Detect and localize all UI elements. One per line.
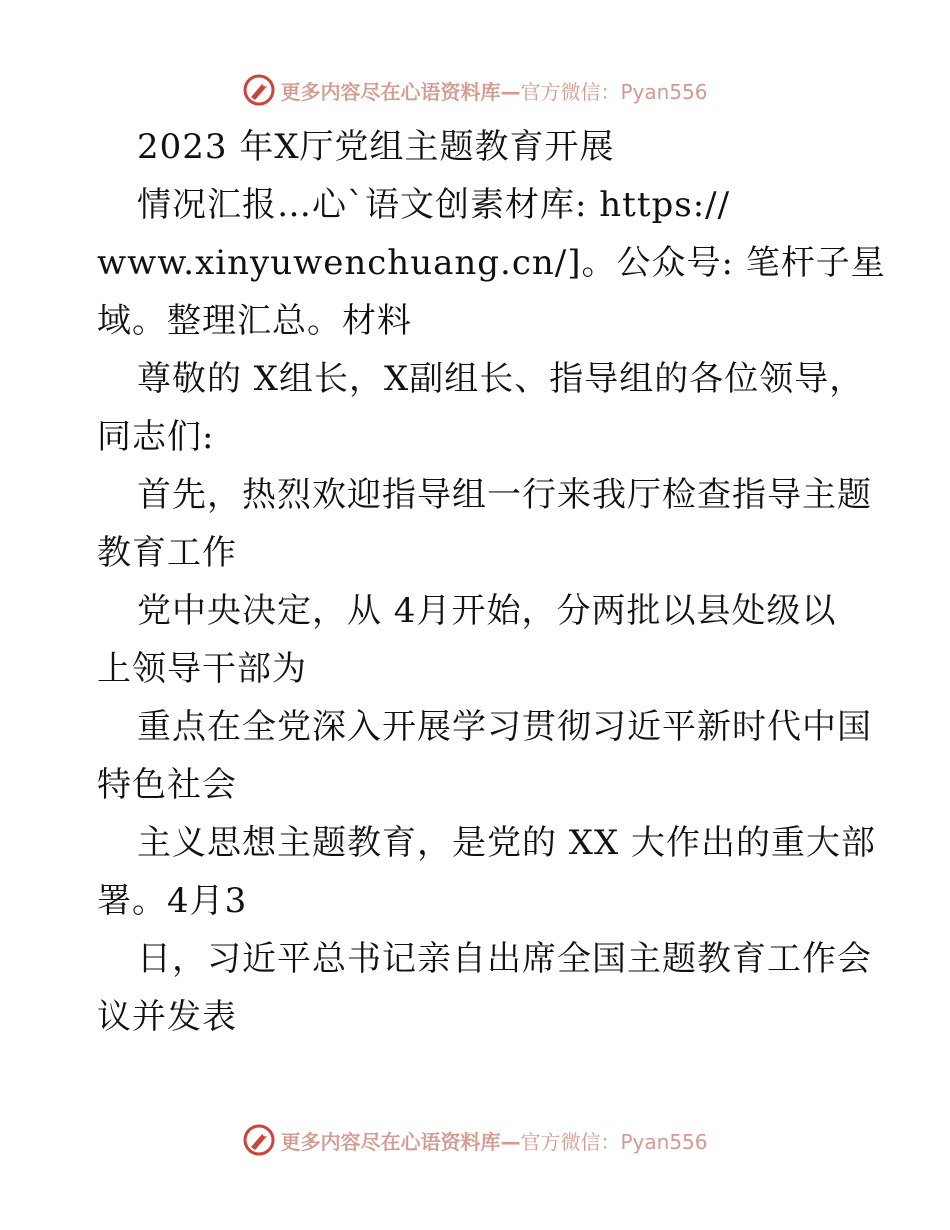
pen-circle-logo-icon bbox=[242, 1123, 276, 1157]
paragraph-2-line-1: 党中央决定，从 4月开始，分两批以县处级以 bbox=[137, 591, 837, 631]
title-line-4: 域。整理汇总。材料 bbox=[97, 301, 412, 341]
pen-circle-logo-icon bbox=[242, 73, 276, 107]
header-wechat-label: 官方微信： bbox=[520, 79, 621, 104]
paragraph-1-line-2: 教育工作 bbox=[97, 533, 237, 573]
header-watermark-banner bbox=[0, 70, 950, 110]
header-banner-content bbox=[242, 73, 707, 107]
document-body bbox=[97, 118, 886, 1046]
footer-banner-text bbox=[280, 1126, 707, 1155]
footer-watermark-banner bbox=[0, 1120, 950, 1160]
footer-wechat-id: Pyan556 bbox=[620, 1129, 708, 1154]
paragraph-5-line-1: 日，习近平总书记亲自出席全国主题教育工作会 bbox=[137, 939, 872, 979]
title-line-3: www.xinyuwenchuang.cn/]。公众号: 笔杆子星 bbox=[97, 243, 886, 283]
paragraph-5-line-2: 议并发表 bbox=[97, 997, 237, 1037]
header-banner-text bbox=[280, 76, 707, 105]
footer-banner-content bbox=[242, 1123, 707, 1157]
footer-wechat-label: 官方微信： bbox=[520, 1129, 621, 1154]
salutation-line-2: 同志们: bbox=[97, 417, 215, 457]
header-site-text: 更多内容尽在心语资料库— bbox=[280, 79, 521, 104]
paragraph-4-line-1: 主义思想主题教育，是党的 XX 大作出的重大部 bbox=[137, 823, 877, 863]
paragraph-2-line-2: 上领导干部为 bbox=[97, 649, 307, 689]
title-line-2: 情况汇报…心`语文创素材库: https:// bbox=[137, 185, 731, 225]
header-wechat-id: Pyan556 bbox=[620, 79, 708, 104]
salutation-line-1: 尊敬的 X组长，X副组长、指导组的各位领导， bbox=[137, 359, 865, 399]
paragraph-1-line-1: 首先，热烈欢迎指导组一行来我厅检查指导主题 bbox=[137, 475, 872, 515]
title-line-1: 2023 年X厅党组主题教育开展 bbox=[137, 127, 615, 167]
paragraph-4-line-2: 署。4月3 bbox=[97, 881, 248, 921]
footer-site-text: 更多内容尽在心语资料库— bbox=[280, 1129, 521, 1154]
paragraph-3-line-2: 特色社会 bbox=[97, 765, 237, 805]
paragraph-3-line-1: 重点在全党深入开展学习贯彻习近平新时代中国 bbox=[137, 707, 872, 747]
